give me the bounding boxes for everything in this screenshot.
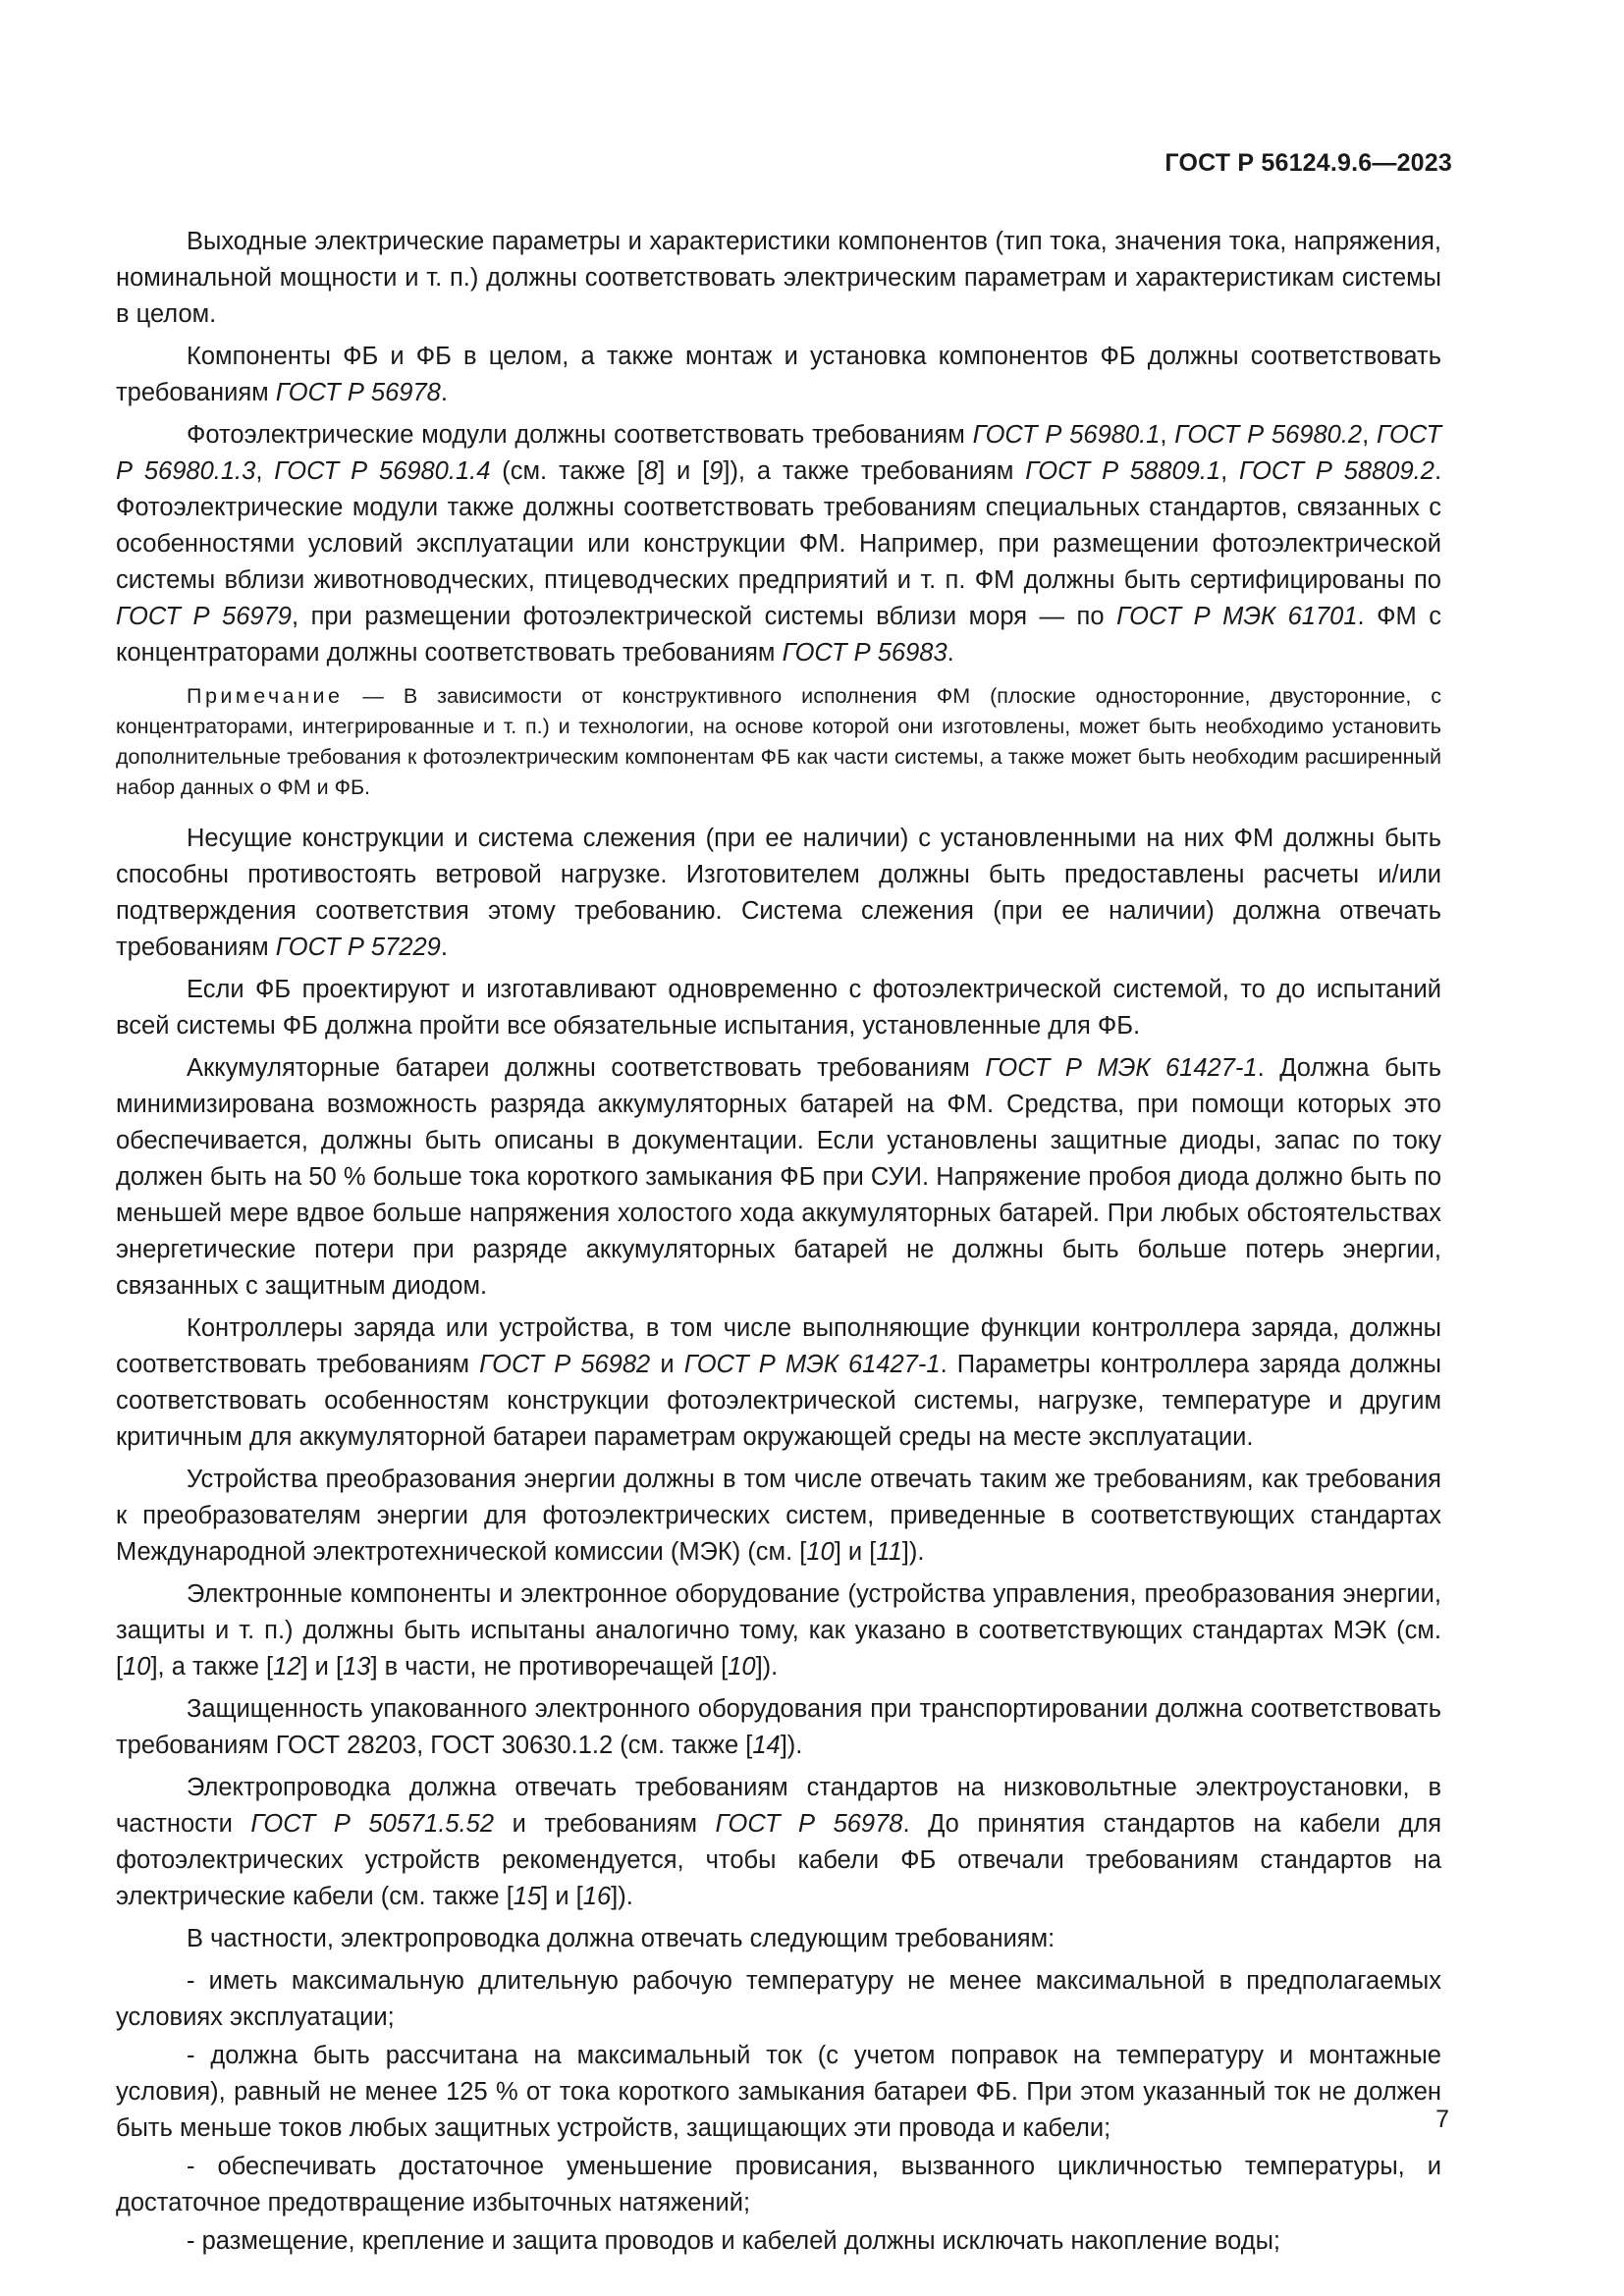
paragraph-text: ]). bbox=[901, 1538, 925, 1566]
paragraph-text: Устройства преобразования энергии должны в том числе отвечать таким же требованиям, как требования к преобразователям энергии для фотоэлектрических систем, приведенные в соответствующих стандартах Международной электротехнической комиссии (МЭК) (см. [ bbox=[116, 1466, 1441, 1566]
note-label: Примечание bbox=[187, 684, 344, 708]
standard-reference: ГОСТ Р 56983 bbox=[782, 639, 947, 667]
bibliography-reference: 8 bbox=[643, 457, 659, 485]
bibliography-reference: 10 bbox=[728, 1653, 756, 1681]
paragraph-text: , bbox=[255, 457, 275, 485]
standard-reference: ГОСТ Р МЭК 61701 bbox=[1116, 603, 1358, 630]
note-block bbox=[116, 681, 1441, 803]
paragraph-text: . Фотоэлектрические модули также должны соответствовать требованиям специальных стандартов, связанных с особенностями условий эксплуатации или конструкции ФМ. Например, при размещении фотоэлектрической системы вблизи животноводческих, птицеводческих предприятий и т. п. ФМ должны быть сертифицированы по bbox=[116, 457, 1442, 594]
paragraph-electronic-components bbox=[116, 1576, 1441, 1685]
paragraph-text: Электронные компоненты и электронное оборудование (устройства управления, преобразования энергии, защиты и т. п.) должны быть испытаны аналогично тому, как указано в соответствующих стандартах МЭК (см. [ bbox=[116, 1580, 1441, 1681]
paragraph-power-converters bbox=[116, 1462, 1441, 1571]
paragraph-pv-modules bbox=[116, 417, 1441, 671]
standard-reference: ГОСТ Р 50571.5.52 bbox=[250, 1810, 495, 1838]
document-body bbox=[116, 224, 1441, 2262]
paragraph-text: ] и [ bbox=[834, 1538, 877, 1566]
standard-reference: ГОСТ Р 56980.1.3 bbox=[116, 421, 1442, 485]
paragraph-support-structures bbox=[116, 821, 1441, 966]
standard-reference: ГОСТ Р 56978 bbox=[275, 379, 441, 406]
paragraph-wiring-requirements-intro bbox=[116, 1921, 1441, 1957]
paragraph-text: . bbox=[947, 639, 954, 667]
paragraph-text: и bbox=[650, 1351, 684, 1378]
paragraph-charge-controllers bbox=[116, 1310, 1441, 1456]
page-number: 7 bbox=[1435, 2106, 1449, 2133]
standard-reference: ГОСТ Р 56979 bbox=[116, 603, 292, 630]
paragraph-text: . Должна быть минимизирована возможность разряда аккумуляторных батарей на ФМ. Средства, при помощи которых это обеспечивается, должны быть описаны в документации. Если установлены защитные диоды, запас по току должен быть на 50 % больше тока короткого замыкания ФБ при СУИ. Напряжение пробоя диода должно быть по меньшей мере вдвое больше напряжения холостого хода аккумуляторных батарей. При любых обстоятельствах энергетические потери при разряде аккумуляторных батарей не должны быть больше потерь энергии, связанных с защитным диодом. bbox=[116, 1054, 1442, 1300]
note-text: — В зависимости от конструктивного исполнения ФМ (плоские односторонние, двусторонние, с концентраторами, интегрированные и т. п.) и технологии, на основе которой они изготовлены, может быть необходимо установить дополнительные требования к фотоэлектрическим компонентам ФБ как части системы, а также может быть необходим расширенный набор данных о ФМ и ФБ. bbox=[116, 684, 1441, 799]
paragraph-text: ] и [ bbox=[541, 1883, 583, 1910]
paragraph-transport-protection bbox=[116, 1691, 1441, 1764]
paragraph-text: ]). bbox=[780, 1732, 803, 1759]
paragraph-text: ], а также [ bbox=[150, 1653, 274, 1681]
bibliography-reference: 11 bbox=[876, 1538, 902, 1566]
paragraph-text: . Параметры контроллера заряда должны соответствовать особенностям конструкции фотоэлектрической системы, нагрузке, температуре и другим критичным для аккумуляторной батареи параметрам окружающей среды на месте эксплуатации. bbox=[116, 1351, 1441, 1451]
bibliography-reference: 16 bbox=[582, 1883, 612, 1910]
paragraph-electrical-parameters bbox=[116, 224, 1441, 333]
standard-reference: ГОСТ Р МЭК 61427-1 bbox=[683, 1351, 941, 1378]
standard-reference: ГОСТ Р МЭК 61427-1 bbox=[985, 1054, 1258, 1082]
paragraph-text: ]). bbox=[755, 1653, 779, 1681]
standard-reference: ГОСТ Р 56980.1 bbox=[972, 421, 1161, 449]
paragraph-simultaneous-design bbox=[116, 972, 1441, 1044]
standard-reference: ГОСТ Р 58809.2 bbox=[1239, 457, 1435, 485]
paragraph-text: . bbox=[440, 934, 448, 961]
paragraph-text: В частности, электропроводка должна отвечать следующим требованиям: bbox=[187, 1925, 1056, 1952]
paragraph-wiring bbox=[116, 1770, 1441, 1915]
paragraph-text: и требованиям bbox=[494, 1810, 716, 1838]
paragraph-text: ]), а также требованиям bbox=[723, 457, 1026, 485]
standard-reference: ГОСТ Р 56980.2 bbox=[1174, 421, 1363, 449]
bibliography-reference: 15 bbox=[513, 1883, 542, 1910]
bibliography-reference: 10 bbox=[123, 1653, 151, 1681]
paragraph-text: Компоненты ФБ и ФБ в целом, а также монтаж и установка компонентов ФБ должны соответствовать требованиям bbox=[116, 343, 1441, 406]
paragraph-components-requirements bbox=[116, 339, 1441, 411]
paragraph-text: Защищенность упакованного электронного оборудования при транспортировании должна соответствовать требованиям ГОСТ 28203, ГОСТ 30630.1.2 (см. также [ bbox=[116, 1695, 1441, 1759]
paragraph-text: Электропроводка должна отвечать требованиям стандартов на низковольтные электроустановки, в частности bbox=[116, 1774, 1441, 1838]
paragraph-text: Если ФБ проектируют и изготавливают одновременно с фотоэлектрической системой, то до испытаний всей системы ФБ должна пройти все обязательные испытания, установленные для ФБ. bbox=[116, 976, 1441, 1040]
paragraph-text: , bbox=[1160, 421, 1175, 449]
bibliography-reference: 13 bbox=[343, 1653, 371, 1681]
paragraph-text: ] и [ bbox=[300, 1653, 344, 1681]
paragraph-text: (см. также [ bbox=[490, 457, 644, 485]
standard-reference: ГОСТ Р 58809.1 bbox=[1025, 457, 1221, 485]
paragraph-text: ] и [ bbox=[658, 457, 710, 485]
list-item: - иметь максимальную длительную рабочую температуру не менее максимальной в предполагаемых условиях эксплуатации; bbox=[116, 1967, 1441, 2031]
paragraph-text: Фотоэлектрические модули должны соответствовать требованиям bbox=[187, 421, 973, 449]
paragraph-text: Несущие конструкции и система слежения (при ее наличии) с установленными на них ФМ должны быть способны противостоять ветровой нагрузке. Изготовителем должны быть предоставлены расчеты и/или подтверждения соответствия этому требованию. Система слежения (при ее наличии) должна отвечать требованиям bbox=[116, 825, 1441, 961]
paragraph-text: ]). bbox=[611, 1883, 633, 1910]
list-item: - должна быть рассчитана на максимальный ток (с учетом поправок на температуру и монтажные условия), равный не менее 125 % от тока короткого замыкания батареи ФБ. При этом указанный ток не должен быть меньше токов любых защитных устройств, защищающих эти провода и кабели; bbox=[116, 2042, 1441, 2142]
paragraph-text: Выходные электрические параметры и характеристики компонентов (тип тока, значения тока, напряжения, номинальной мощности и т. п.) должны соответствовать электрическим параметрам и характеристикам системы в целом. bbox=[116, 228, 1441, 328]
standard-reference: ГОСТ Р 57229 bbox=[275, 934, 441, 961]
list-item: - обеспечивать достаточное уменьшение провисания, вызванного цикличностью температуры, и достаточное предотвращение избыточных натяжений; bbox=[116, 2153, 1441, 2216]
paragraph-text: Аккумуляторные батареи должны соответствовать требованиям bbox=[187, 1054, 986, 1082]
bibliography-reference: 10 bbox=[806, 1538, 835, 1566]
paragraph-text: . До принятия стандартов на кабели для фотоэлектрических устройств рекомендуется, чтобы кабели ФБ отвечали требованиям стандартов на электрические кабели (см. также [ bbox=[116, 1810, 1442, 1910]
standard-reference: ГОСТ Р 56982 bbox=[479, 1351, 651, 1378]
paragraph-text: , при размещении фотоэлектрической системы вблизи моря — по bbox=[291, 603, 1117, 630]
bibliography-reference: 9 bbox=[709, 457, 724, 485]
paragraph-text: . bbox=[440, 379, 448, 406]
paragraph-text: , bbox=[1362, 421, 1378, 449]
paragraph-batteries bbox=[116, 1050, 1441, 1305]
paragraph-text: , bbox=[1220, 457, 1240, 485]
bibliography-reference: 12 bbox=[273, 1653, 301, 1681]
paragraph-text: Контроллеры заряда или устройства, в том числе выполняющие функции контроллера заряда, должны соответствовать требованиям bbox=[116, 1314, 1441, 1378]
standard-designation: ГОСТ Р 56124.9.6—2023 bbox=[1164, 149, 1452, 177]
paragraph-text: ] в части, не противоречащей [ bbox=[370, 1653, 729, 1681]
list-item: - размещение, крепление и защита проводов и кабелей должны исключать накопление воды; bbox=[187, 2227, 1280, 2255]
paragraph-text: . ФМ с концентраторами должны соответствовать требованиям bbox=[116, 603, 1441, 667]
standard-reference: ГОСТ Р 56980.1.4 bbox=[274, 457, 491, 485]
bibliography-reference: 14 bbox=[752, 1732, 781, 1759]
standard-reference: ГОСТ Р 56978 bbox=[715, 1810, 903, 1838]
